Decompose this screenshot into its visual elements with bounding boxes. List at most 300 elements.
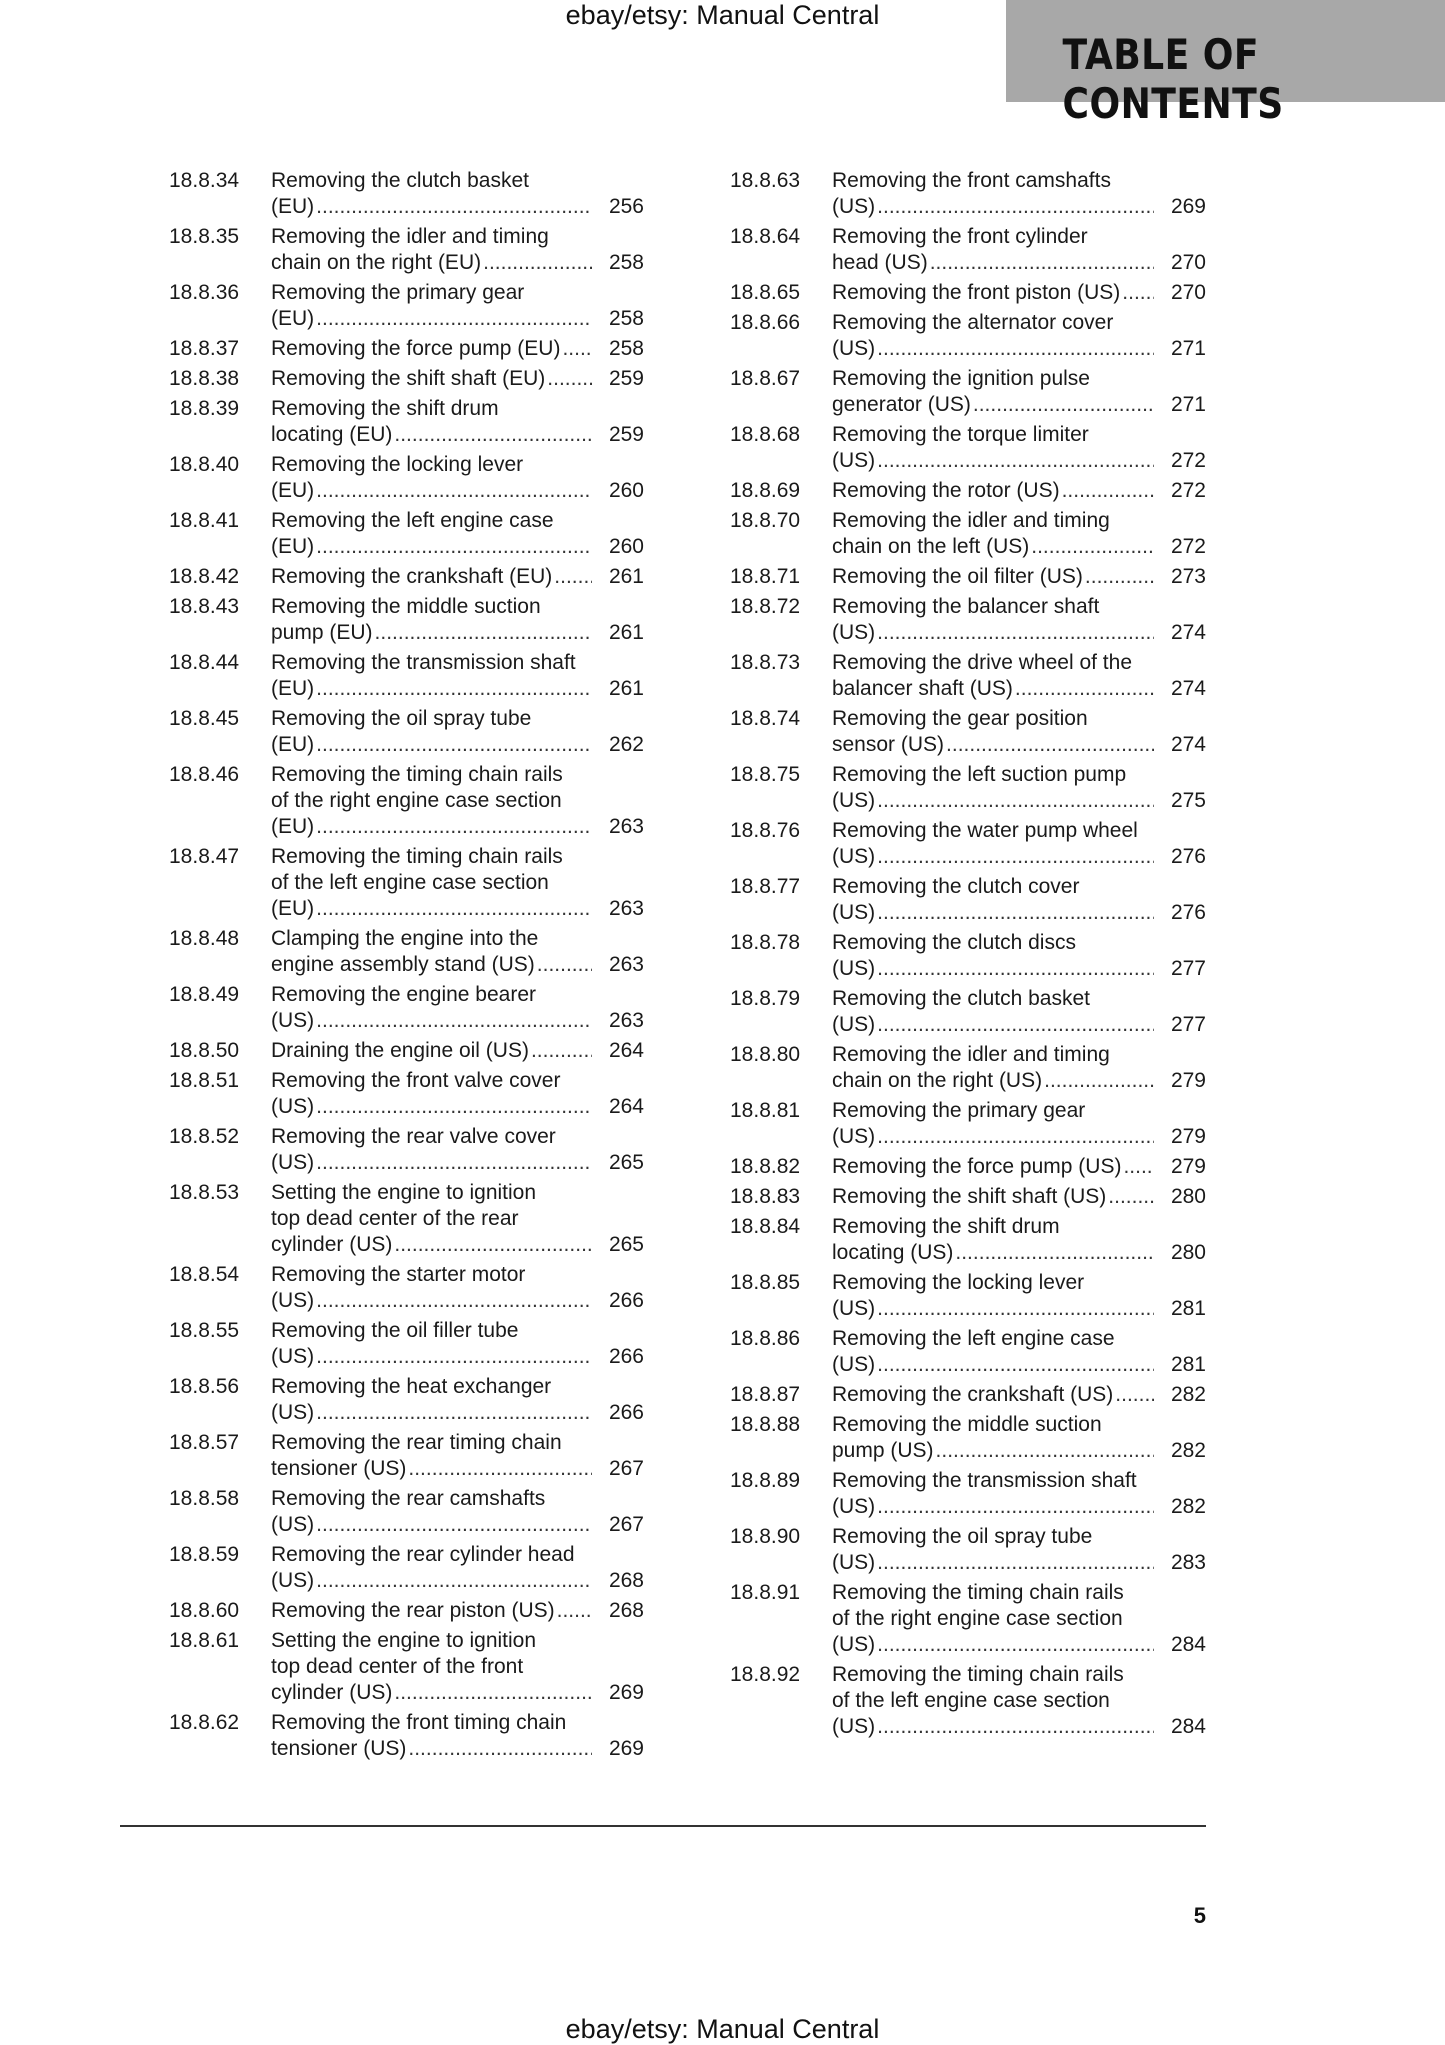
toc-entry-title-text: Removing the shift shaft (US) — [832, 1185, 1107, 1208]
toc-entry-title-text: (EU) — [271, 479, 315, 502]
toc-entry-title-line: Removing the water pump wheel — [832, 819, 1138, 842]
toc-entry[interactable] — [169, 762, 644, 840]
dot-leader — [375, 620, 592, 646]
dot-leader — [877, 194, 1154, 220]
toc-entry-number: 18.8.43 — [169, 595, 240, 618]
toc-entry-title-text: Removing the force pump (EU) — [271, 337, 561, 360]
toc-entry[interactable] — [169, 1374, 644, 1426]
toc-entry-title-line — [832, 1184, 1206, 1210]
toc-entry-title-text: (US) — [832, 449, 876, 472]
toc-entry-page: 279 — [1170, 1155, 1206, 1178]
toc-entry[interactable] — [730, 1382, 1206, 1408]
toc-entry-page: 282 — [1170, 1383, 1206, 1406]
toc-entry-title-line: Removing the transmission shaft — [832, 1469, 1137, 1492]
toc-entry-title-text: Removing the rotor (US) — [832, 479, 1060, 502]
toc-entry-title-text: chain on the right (EU) — [271, 251, 482, 274]
toc-entry-title-line: Removing the oil filler tube — [271, 1319, 519, 1342]
toc-entry-page: 270 — [1170, 281, 1206, 304]
toc-entry-page: 269 — [1170, 195, 1206, 218]
toc-entry-page: 260 — [608, 479, 644, 502]
toc-entry-number: 18.8.86 — [730, 1327, 801, 1350]
dot-leader — [316, 306, 592, 332]
toc-entry[interactable] — [730, 1098, 1206, 1150]
toc-entry-page: 280 — [1170, 1241, 1206, 1264]
toc-entry-page: 268 — [608, 1599, 644, 1622]
toc-entry-title-line — [832, 1240, 1206, 1266]
toc-entry-title-line — [271, 1400, 644, 1426]
toc-entry-number: 18.8.73 — [730, 651, 801, 674]
toc-entry-title-line: Setting the engine to ignition — [271, 1181, 537, 1204]
toc-entry-page: 266 — [608, 1345, 644, 1368]
toc-entry[interactable] — [730, 874, 1206, 926]
toc-entry-number: 18.8.40 — [169, 453, 240, 476]
toc-entry-title-line: Removing the rear camshafts — [271, 1487, 546, 1510]
toc-entry-title-text: (US) — [832, 1013, 876, 1036]
toc-entry-title-line: Removing the shift drum — [271, 397, 499, 420]
toc-entry-page: 266 — [608, 1401, 644, 1424]
toc-entry[interactable] — [169, 1598, 644, 1624]
toc-entry-title-line: Removing the rear valve cover — [271, 1125, 556, 1148]
toc-entry[interactable] — [730, 650, 1206, 702]
toc-entry-title-text: (US) — [271, 1151, 315, 1174]
toc-entry[interactable] — [730, 930, 1206, 982]
dot-leader — [877, 1352, 1154, 1378]
toc-entry-title-text: (US) — [832, 1715, 876, 1738]
toc-entry-title-line: Removing the clutch discs — [832, 931, 1076, 954]
toc-entry-title-text: (US) — [832, 621, 876, 644]
toc-entry-number: 18.8.56 — [169, 1375, 240, 1398]
toc-entry-title-line — [271, 336, 644, 362]
toc-entry-title-line: Removing the left engine case — [832, 1327, 1115, 1350]
toc-entry[interactable] — [730, 1580, 1206, 1658]
toc-entry[interactable] — [730, 1184, 1206, 1210]
dot-leader — [483, 250, 592, 276]
dot-leader — [316, 814, 592, 840]
toc-entry-page: 268 — [608, 1569, 644, 1592]
dot-leader — [316, 1344, 592, 1370]
dot-leader — [877, 620, 1154, 646]
dot-leader — [316, 1008, 592, 1034]
dot-leader — [877, 1494, 1154, 1520]
toc-entry[interactable] — [169, 1542, 644, 1594]
toc-entry[interactable] — [730, 422, 1206, 474]
toc-entry-title-text: head (US) — [832, 251, 928, 274]
toc-entry-title-line — [271, 534, 644, 560]
toc-entry-title-text: (US) — [832, 1297, 876, 1320]
toc-entry-title-line — [271, 250, 644, 276]
toc-entry-number: 18.8.35 — [169, 225, 240, 248]
toc-entry-title-line — [832, 844, 1206, 870]
toc-entry-title-line — [832, 250, 1206, 276]
dot-leader — [316, 1400, 592, 1426]
toc-entry-title-line — [832, 1550, 1206, 1576]
toc-entry-page: 265 — [608, 1233, 644, 1256]
toc-entry-title-text: locating (EU) — [271, 423, 393, 446]
toc-entry-title-line — [271, 732, 644, 758]
toc-entry-number: 18.8.72 — [730, 595, 801, 618]
toc-entry-title-line — [832, 392, 1206, 418]
toc-entry-page: 279 — [1170, 1069, 1206, 1092]
dot-leader — [316, 478, 592, 504]
toc-entry-page: 275 — [1170, 789, 1206, 812]
toc-entry-number: 18.8.62 — [169, 1711, 240, 1734]
toc-entry-title-text: tensioner (US) — [271, 1737, 407, 1760]
toc-entry-title-line — [832, 1632, 1206, 1658]
toc-entry[interactable] — [169, 508, 644, 560]
dot-leader — [877, 1296, 1154, 1322]
toc-entry[interactable] — [169, 336, 644, 362]
toc-entry-number: 18.8.67 — [730, 367, 801, 390]
toc-entry-title-text: (US) — [271, 1569, 315, 1592]
toc-entry-page: 265 — [608, 1151, 644, 1174]
toc-entry-number: 18.8.55 — [169, 1319, 240, 1342]
toc-entry-title-text: Removing the shift shaft (EU) — [271, 367, 546, 390]
toc-entry-page: 280 — [1170, 1185, 1206, 1208]
toc-entry-title-text: (US) — [832, 845, 876, 868]
toc-entry-title-line — [271, 952, 644, 978]
toc-entry-title-text: (US) — [832, 1495, 876, 1518]
toc-entry[interactable] — [169, 224, 644, 276]
dot-leader — [408, 1736, 592, 1762]
toc-entry[interactable] — [730, 564, 1206, 590]
toc-entry-title-line — [832, 676, 1206, 702]
toc-entry-title-text: tensioner (US) — [271, 1457, 407, 1480]
toc-entry-title-line — [271, 1598, 644, 1624]
toc-entry[interactable] — [169, 594, 644, 646]
dot-leader — [877, 1632, 1154, 1658]
toc-entry-title-text: Removing the oil filter (US) — [832, 565, 1083, 588]
dot-leader — [1123, 1154, 1154, 1180]
dot-leader — [877, 844, 1154, 870]
toc-entry-title-line — [832, 1438, 1206, 1464]
toc-entry-title-line: of the left engine case section — [832, 1689, 1110, 1712]
toc-entry-number: 18.8.41 — [169, 509, 240, 532]
toc-entry-page: 260 — [608, 535, 644, 558]
dot-leader — [877, 900, 1154, 926]
toc-entry-number: 18.8.70 — [730, 509, 801, 532]
footer-divider — [120, 1825, 1206, 1827]
toc-entry[interactable] — [730, 508, 1206, 560]
toc-entry-page: 264 — [608, 1095, 644, 1118]
toc-entry-number: 18.8.89 — [730, 1469, 801, 1492]
toc-entry-title-line — [271, 1512, 644, 1538]
toc-entry-page: 258 — [608, 251, 644, 274]
toc-entry-number: 18.8.83 — [730, 1185, 801, 1208]
dot-leader — [877, 788, 1154, 814]
toc-entry[interactable] — [730, 762, 1206, 814]
toc-entry-title-line — [832, 900, 1206, 926]
toc-entry-page: 256 — [608, 195, 644, 218]
toc-entry-title-text: (US) — [271, 1513, 315, 1536]
dot-leader — [936, 1438, 1154, 1464]
toc-entry[interactable] — [169, 1124, 644, 1176]
toc-entry-title-line: Removing the timing chain rails — [271, 763, 563, 786]
toc-entry[interactable] — [730, 1214, 1206, 1266]
toc-entry-page: 259 — [608, 367, 644, 390]
toc-entry-title-text: cylinder (US) — [271, 1233, 393, 1256]
toc-entry[interactable] — [730, 1412, 1206, 1464]
toc-entry[interactable] — [730, 310, 1206, 362]
toc-entry-title-text: chain on the left (US) — [832, 535, 1030, 558]
toc-entry-page: 274 — [1170, 621, 1206, 644]
toc-entry[interactable] — [730, 1662, 1206, 1740]
toc-entry-title-text: (US) — [271, 1289, 315, 1312]
toc-entry[interactable] — [730, 1270, 1206, 1322]
toc-entry-title-line — [271, 306, 644, 332]
watermark-top: ebay/etsy: Manual Central — [565, 0, 880, 30]
toc-entry-title-line — [271, 1094, 644, 1120]
dot-leader — [1122, 280, 1154, 306]
toc-entry-title-line: of the right engine case section — [271, 789, 562, 812]
toc-entry-title-line: Removing the engine bearer — [271, 983, 537, 1006]
toc-entry-title-text: sensor (US) — [832, 733, 945, 756]
toc-entry-title-line — [832, 1012, 1206, 1038]
dot-leader — [316, 534, 592, 560]
toc-entry-title-line: Removing the torque limiter — [832, 423, 1089, 446]
toc-entry-page: 259 — [608, 423, 644, 446]
watermark-bottom: ebay/etsy: Manual Central — [565, 2014, 880, 2044]
toc-entry-title-line: Removing the left engine case — [271, 509, 554, 532]
toc-entry-title-line: Removing the clutch basket — [832, 987, 1090, 1010]
toc-entry-title-text: (US) — [832, 901, 876, 924]
dot-leader — [316, 1094, 592, 1120]
section-title: TABLE OF CONTENTS — [1062, 30, 1284, 128]
toc-entry[interactable] — [730, 818, 1206, 870]
toc-entry-page: 281 — [1170, 1353, 1206, 1376]
toc-entry-page: 281 — [1170, 1297, 1206, 1320]
toc-entry-number: 18.8.78 — [730, 931, 801, 954]
toc-entry-page: 261 — [608, 621, 644, 644]
toc-entry[interactable] — [730, 1468, 1206, 1520]
toc-entry-number: 18.8.90 — [730, 1525, 801, 1548]
toc-entry-title-line: Removing the middle suction — [271, 595, 541, 618]
toc-entry-title-line: top dead center of the front — [271, 1655, 524, 1678]
dot-leader — [877, 448, 1154, 474]
toc-entry-title-line — [271, 1038, 644, 1064]
dot-leader — [394, 422, 592, 448]
toc-entry[interactable] — [730, 706, 1206, 758]
dot-leader — [537, 952, 592, 978]
toc-entry[interactable] — [169, 1628, 644, 1706]
toc-entry-title-line: Clamping the engine into the — [271, 927, 539, 950]
dot-leader — [877, 956, 1154, 982]
toc-entry-title-line — [832, 1352, 1206, 1378]
dot-leader — [554, 564, 592, 590]
toc-entry-title-text: (US) — [832, 337, 876, 360]
toc-entry-title-text: (US) — [832, 789, 876, 812]
toc-entry[interactable] — [730, 1154, 1206, 1180]
toc-entry-title-text: Draining the engine oil (US) — [271, 1039, 529, 1062]
toc-entry-page: 274 — [1170, 733, 1206, 756]
toc-entry-title-line — [832, 448, 1206, 474]
toc-entry-title-line — [832, 1124, 1206, 1150]
toc-entry-page: 266 — [608, 1289, 644, 1312]
toc-entry[interactable] — [730, 280, 1206, 306]
toc-entry[interactable] — [169, 564, 644, 590]
toc-entry-title-line: Removing the oil spray tube — [271, 707, 532, 730]
toc-entry-title-line: Removing the shift drum — [832, 1215, 1060, 1238]
toc-entry-title-line: Removing the primary gear — [271, 281, 525, 304]
toc-entry-number: 18.8.79 — [730, 987, 801, 1010]
toc-entry-title-text: engine assembly stand (US) — [271, 953, 535, 976]
toc-entry-title-line — [271, 366, 644, 392]
toc-entry-page: 270 — [1170, 251, 1206, 274]
dot-leader — [562, 336, 592, 362]
toc-entry-number: 18.8.65 — [730, 281, 801, 304]
toc-entry-title-text: (EU) — [271, 815, 315, 838]
dot-leader — [557, 1598, 592, 1624]
toc-entry-title-line: Removing the ignition pulse — [832, 367, 1090, 390]
toc-entry-page: 267 — [608, 1513, 644, 1536]
toc-entry-number: 18.8.42 — [169, 565, 240, 588]
toc-entry-title-text: (US) — [832, 1125, 876, 1148]
toc-entry-title-line — [832, 620, 1206, 646]
toc-entry[interactable] — [169, 1430, 644, 1482]
toc-entry-number: 18.8.54 — [169, 1263, 240, 1286]
toc-entry-title-line: Removing the oil spray tube — [832, 1525, 1093, 1548]
dot-leader — [316, 896, 592, 922]
toc-entry-title-line: Removing the idler and timing — [271, 225, 549, 248]
dot-leader — [877, 1714, 1154, 1740]
toc-entry-title-line: Removing the idler and timing — [832, 1043, 1110, 1066]
toc-entry-title-text: (EU) — [271, 535, 315, 558]
toc-entry-title-line: Removing the heat exchanger — [271, 1375, 552, 1398]
dot-leader — [316, 1288, 592, 1314]
toc-entry-title-text: Removing the front piston (US) — [832, 281, 1121, 304]
toc-entry-title-line — [271, 1680, 644, 1706]
toc-entry-title-text: Removing the crankshaft (US) — [832, 1383, 1114, 1406]
toc-entry-page: 276 — [1170, 845, 1206, 868]
toc-entry-title-line: Removing the clutch cover — [832, 875, 1080, 898]
toc-entry-page: 273 — [1170, 565, 1206, 588]
toc-entry-page: 261 — [608, 677, 644, 700]
dot-leader — [877, 336, 1154, 362]
toc-entry[interactable] — [169, 1486, 644, 1538]
toc-entry-title-text: chain on the right (US) — [832, 1069, 1043, 1092]
toc-entry-page: 263 — [608, 815, 644, 838]
toc-entry-title-line — [271, 194, 644, 220]
toc-entry-title-line: of the right engine case section — [832, 1607, 1123, 1630]
toc-entry-title-line — [271, 814, 644, 840]
toc-entry[interactable] — [730, 1042, 1206, 1094]
toc-entry-title-line: Removing the timing chain rails — [271, 845, 563, 868]
toc-entry-title-line — [832, 194, 1206, 220]
toc-entry-number: 18.8.47 — [169, 845, 240, 868]
toc-entry[interactable] — [169, 366, 644, 392]
toc-entry[interactable] — [730, 1524, 1206, 1576]
toc-entry[interactable] — [730, 224, 1206, 276]
toc-entry[interactable] — [730, 594, 1206, 646]
toc-entry-title-line: Removing the transmission shaft — [271, 651, 576, 674]
toc-entry-title-line — [271, 1736, 644, 1762]
toc-entry-title-text: Removing the force pump (US) — [832, 1155, 1122, 1178]
dot-leader — [394, 1680, 592, 1706]
toc-entry-number: 18.8.38 — [169, 367, 240, 390]
dot-leader — [973, 392, 1154, 418]
toc-entry[interactable] — [169, 982, 644, 1034]
toc-entry-title-text: (EU) — [271, 897, 315, 920]
toc-entry-number: 18.8.80 — [730, 1043, 801, 1066]
toc-entry-title-line — [271, 564, 644, 590]
toc-entry-number: 18.8.64 — [730, 225, 801, 248]
toc-entry[interactable] — [169, 396, 644, 448]
toc-entry-title-line — [832, 732, 1206, 758]
toc-entry[interactable] — [169, 706, 644, 758]
toc-entry[interactable] — [730, 986, 1206, 1038]
toc-entry-title-line: top dead center of the rear — [271, 1207, 519, 1230]
toc-entry-title-text: pump (EU) — [271, 621, 373, 644]
toc-entry-page: 269 — [608, 1737, 644, 1760]
toc-entry-number: 18.8.45 — [169, 707, 240, 730]
toc-entry-title-line — [832, 478, 1206, 504]
toc-entry-number: 18.8.58 — [169, 1487, 240, 1510]
toc-entry[interactable] — [169, 168, 644, 220]
toc-entry[interactable] — [169, 452, 644, 504]
toc-entry-title-text: (US) — [271, 1095, 315, 1118]
toc-entry[interactable] — [730, 478, 1206, 504]
toc-entry-page: 258 — [608, 337, 644, 360]
dot-leader — [1108, 1184, 1154, 1210]
toc-entry-title-line: Removing the gear position — [832, 707, 1088, 730]
toc-entry[interactable] — [169, 1068, 644, 1120]
toc-entry-title-text: pump (US) — [832, 1439, 934, 1462]
toc-entry[interactable] — [730, 366, 1206, 418]
toc-entry-number: 18.8.51 — [169, 1069, 240, 1092]
toc-entry-title-line: Removing the timing chain rails — [832, 1663, 1124, 1686]
toc-entry[interactable] — [169, 280, 644, 332]
toc-entry-number: 18.8.59 — [169, 1543, 240, 1566]
toc-entry-title-line — [271, 620, 644, 646]
toc-entry[interactable] — [169, 1710, 644, 1762]
dot-leader — [408, 1456, 592, 1482]
toc-entry[interactable] — [730, 168, 1206, 220]
toc-entry-title-line — [832, 534, 1206, 560]
toc-entry-title-text: (EU) — [271, 307, 315, 330]
toc-entry-title-line: Removing the middle suction — [832, 1413, 1102, 1436]
toc-entry-number: 18.8.88 — [730, 1413, 801, 1436]
toc-column-left — [169, 168, 644, 1766]
toc-entry-title-line — [832, 1068, 1206, 1094]
toc-entry-number: 18.8.69 — [730, 479, 801, 502]
toc-entry-title-line — [832, 1154, 1206, 1180]
toc-entry[interactable] — [169, 1318, 644, 1370]
toc-entry-title-text: (US) — [832, 1551, 876, 1574]
toc-entry[interactable] — [169, 1180, 644, 1258]
toc-entry[interactable] — [169, 1262, 644, 1314]
dot-leader — [316, 1568, 592, 1594]
toc-entry[interactable] — [169, 926, 644, 978]
toc-entry-title-text: (EU) — [271, 733, 315, 756]
toc-entry-page: 284 — [1170, 1633, 1206, 1656]
toc-entry[interactable] — [169, 1038, 644, 1064]
toc-entry-title-line — [832, 1494, 1206, 1520]
toc-entry-number: 18.8.36 — [169, 281, 240, 304]
toc-entry[interactable] — [169, 844, 644, 922]
toc-entry-number: 18.8.61 — [169, 1629, 240, 1652]
toc-entry-number: 18.8.53 — [169, 1181, 240, 1204]
toc-entry[interactable] — [169, 650, 644, 702]
toc-entry-title-line: Removing the front valve cover — [271, 1069, 561, 1092]
toc-entry-title-line: Setting the engine to ignition — [271, 1629, 537, 1652]
toc-entry-title-text: (EU) — [271, 195, 315, 218]
toc-entry-number: 18.8.82 — [730, 1155, 801, 1178]
dot-leader — [547, 366, 592, 392]
toc-entry[interactable] — [730, 1326, 1206, 1378]
toc-entry-number: 18.8.87 — [730, 1383, 801, 1406]
toc-entry-number: 18.8.34 — [169, 169, 240, 192]
dot-leader — [877, 1012, 1154, 1038]
toc-entry-number: 18.8.81 — [730, 1099, 801, 1122]
